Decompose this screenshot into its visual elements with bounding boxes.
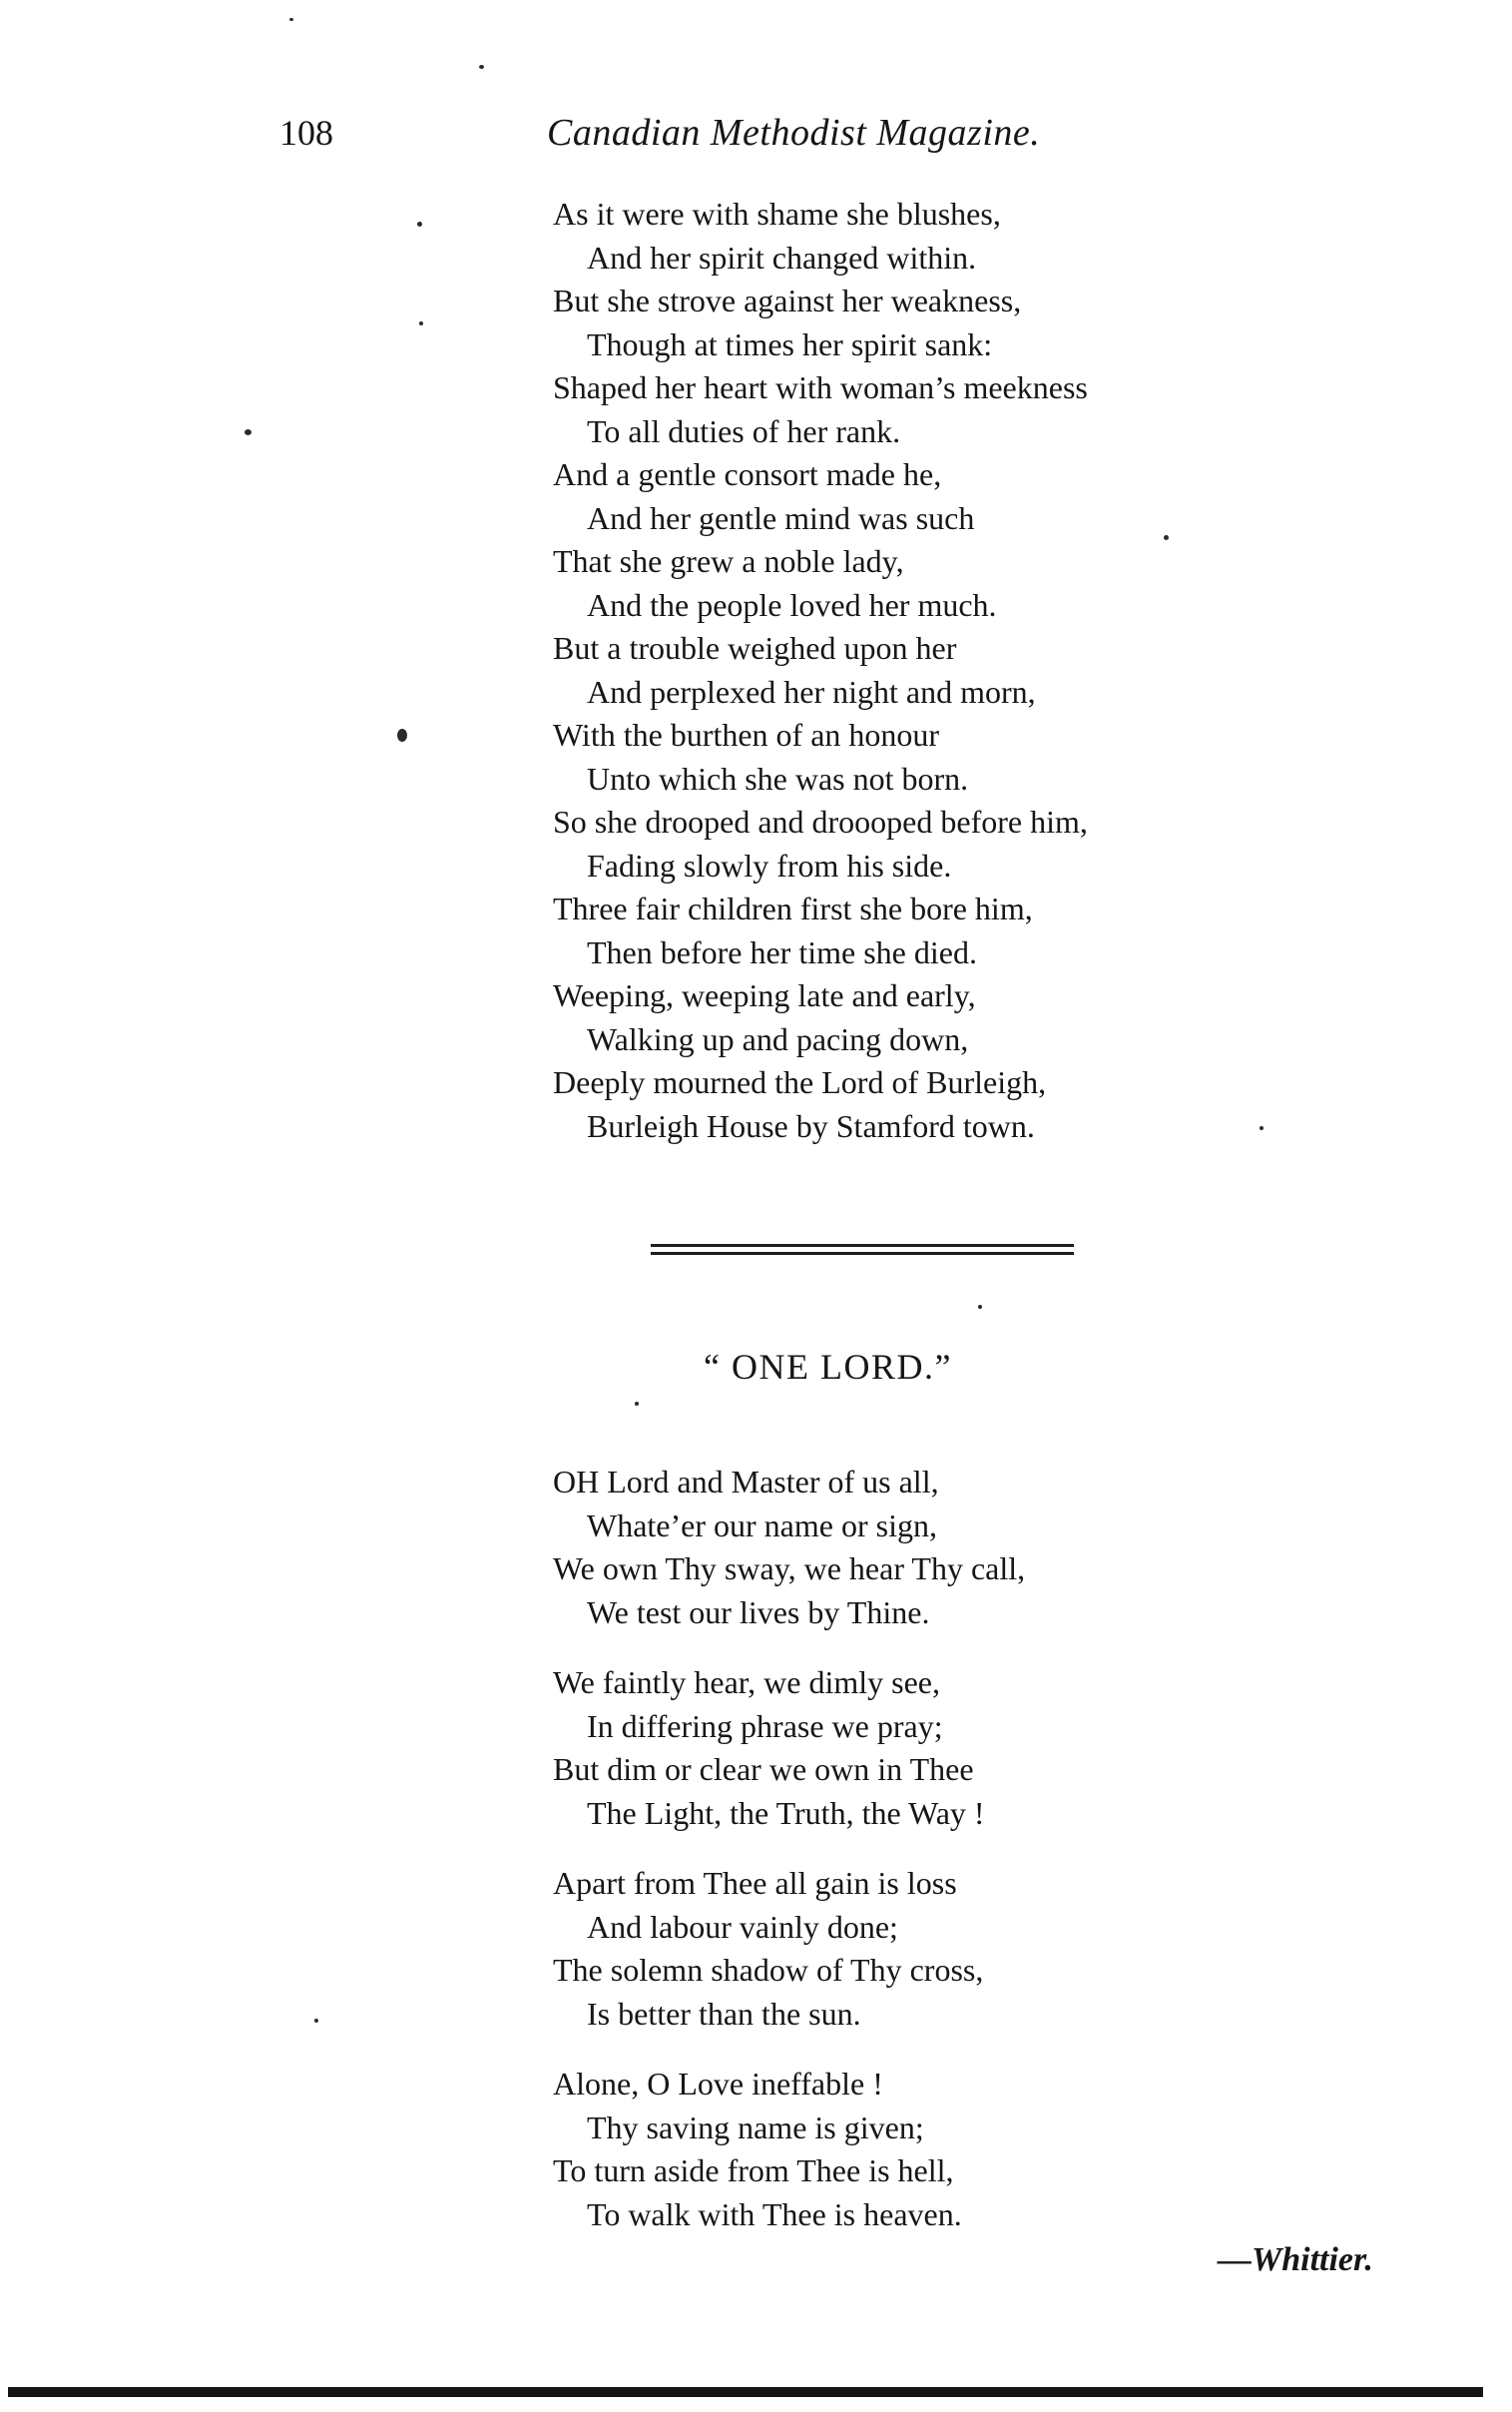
print-speck <box>245 429 252 435</box>
poem-line: Is better than the sun. <box>587 1995 861 2032</box>
poem-line: And labour vainly done; <box>587 1908 898 1945</box>
poem-line: The Light, the Truth, the Way ! <box>587 1794 985 1831</box>
running-title: Canadian Methodist Magazine. <box>547 112 1041 154</box>
poem-line: And a gentle consort made he, <box>553 456 942 492</box>
print-speck <box>397 729 407 742</box>
poem-line: We own Thy sway, we hear Thy call, <box>553 1550 1026 1586</box>
section-divider <box>651 1244 1074 1260</box>
poem-line: Apart from Thee all gain is loss <box>553 1865 957 1901</box>
print-speck <box>635 1402 639 1406</box>
poem-line: We faintly hear, we dimly see, <box>553 1664 940 1700</box>
poem-line: The solemn shadow of Thy cross, <box>553 1952 984 1988</box>
poem-line: But a trouble weighed upon her <box>553 630 957 666</box>
poem-line: And her gentle mind was such <box>587 499 975 536</box>
poem-line: Weeping, weeping late and early, <box>553 977 976 1013</box>
poem-line: Then before her time she died. <box>587 933 977 970</box>
print-speck <box>419 321 423 325</box>
stanza-1 <box>553 1461 1025 1634</box>
poem-line: Walking up and pacing down, <box>587 1020 969 1057</box>
poem-line: And her spirit changed within. <box>587 239 977 276</box>
poem-line: Three fair children first she bore him, <box>553 891 1033 926</box>
poem-title: “ ONE LORD.” <box>704 1347 952 1387</box>
page-number: 108 <box>279 113 333 153</box>
print-speck <box>1164 535 1169 540</box>
poem-line: Alone, O Love ineffable ! <box>553 2066 883 2102</box>
poem-line: We test our lives by Thine. <box>587 1593 930 1630</box>
bottom-rule <box>8 2387 1483 2397</box>
poem-line: And perplexed her night and morn, <box>587 673 1036 710</box>
divider-line-top <box>651 1244 1074 1247</box>
divider-line-bottom <box>651 1252 1074 1255</box>
poem-line: To walk with Thee is heaven. <box>587 2195 962 2232</box>
poem-line: Though at times her spirit sank: <box>587 325 993 362</box>
page-header <box>279 108 1178 158</box>
stanza-2 <box>553 1661 985 1835</box>
poem-line: OH Lord and Master of us all, <box>553 1464 939 1500</box>
stanza-3 <box>553 1862 983 2036</box>
poem-line: With the burthen of an honour <box>553 717 940 753</box>
poem-line: To all duties of her rank. <box>587 412 901 449</box>
poem-attribution: —Whittier. <box>1218 2241 1373 2278</box>
poem-line: That she grew a noble lady, <box>553 543 904 579</box>
poem-line: Fading slowly from his side. <box>587 847 952 884</box>
poem-line: Deeply mourned the Lord of Burleigh, <box>553 1064 1047 1100</box>
stanza-4 <box>553 2063 962 2236</box>
poem-line: As it were with shame she blushes, <box>553 196 1001 232</box>
print-speck <box>1260 1126 1263 1130</box>
poem-line: To turn aside from Thee is hell, <box>553 2152 954 2188</box>
poem-line: Shaped her heart with woman’s meekness <box>553 369 1088 405</box>
poem-line: But she strove against her weakness, <box>553 283 1022 318</box>
burleigh-poem-excerpt <box>553 193 1088 1148</box>
print-speck <box>289 18 293 21</box>
poem-line: So she drooped and droooped before him, <box>553 804 1088 840</box>
poem-line: In differing phrase we pray; <box>587 1707 943 1744</box>
poem-line: Thy saving name is given; <box>587 2109 924 2145</box>
print-speck <box>978 1305 982 1309</box>
poem-line: Burleigh House by Stamford town. <box>587 1107 1035 1144</box>
poem-line: And the people loved her much. <box>587 586 997 623</box>
print-speck <box>417 222 422 227</box>
print-speck <box>479 65 484 69</box>
print-speck <box>314 2019 318 2023</box>
poem-line: Whate’er our name or sign, <box>587 1507 937 1543</box>
poem-line: But dim or clear we own in Thee <box>553 1751 974 1787</box>
poem-line: Unto which she was not born. <box>587 760 969 797</box>
